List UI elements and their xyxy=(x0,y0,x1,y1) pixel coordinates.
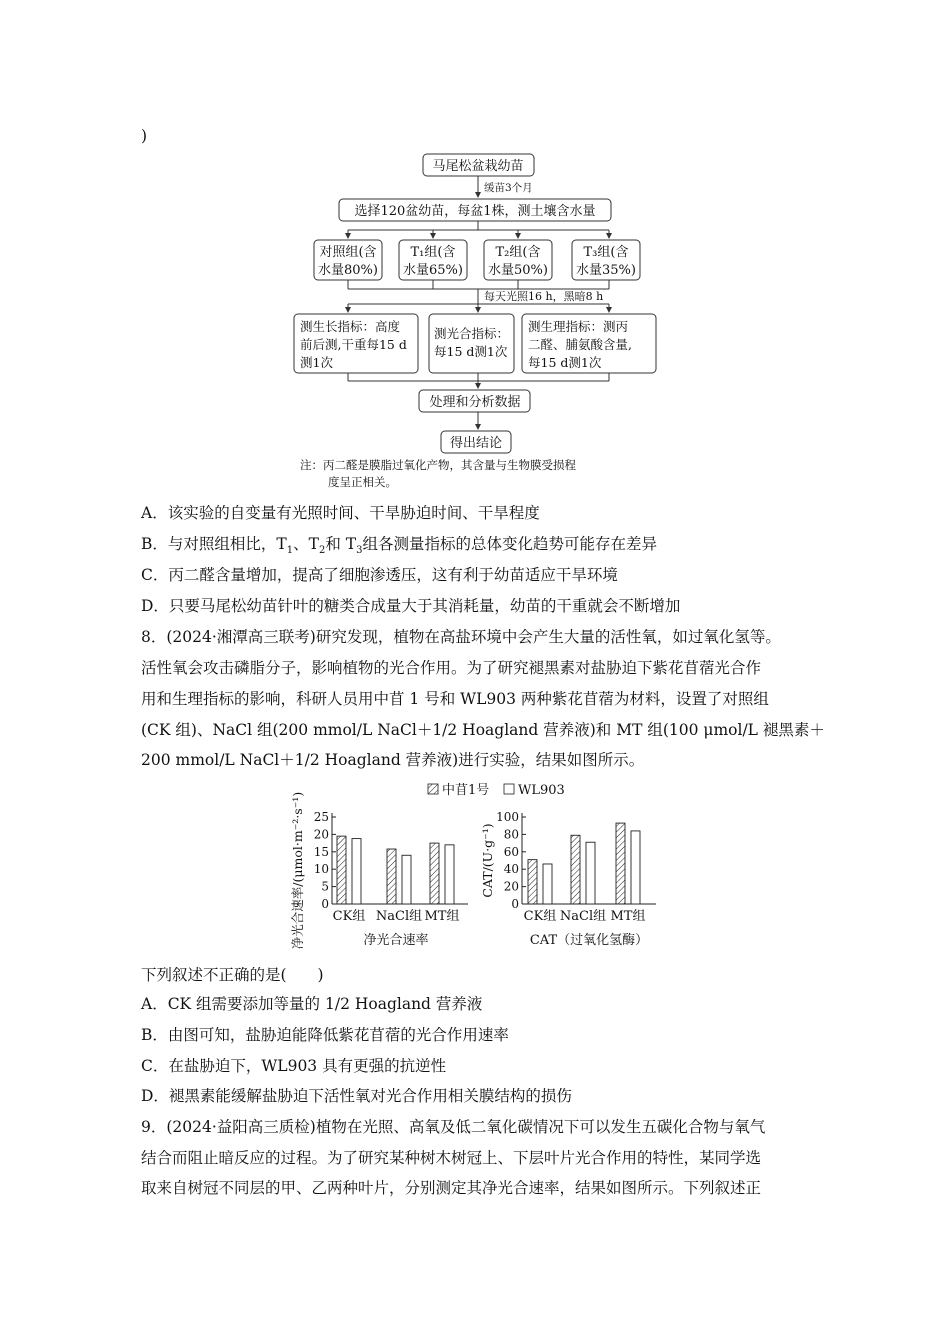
q8-option-b: B．由图可知，盐胁迫能降低紫花苜蓿的光合作用速率 xyxy=(141,1026,509,1044)
legend-label: 中苜1号 xyxy=(442,783,490,798)
flow-measure-text: 前后测,干重每15 d xyxy=(300,337,407,352)
flow-group-line1: 对照组(含 xyxy=(319,245,377,260)
y-tick-label: 10 xyxy=(313,862,329,877)
x-category-label: MT组 xyxy=(424,909,460,924)
legend-label: WL903 xyxy=(518,783,565,798)
flow-measure-text: 每15 d测1次 xyxy=(434,344,508,359)
y-tick-label: 100 xyxy=(496,810,519,824)
subscript: 3 xyxy=(356,545,363,557)
y-tick-label: 20 xyxy=(503,879,519,894)
flow-note-line1: 注：丙二醛是膜脂过氧化产物，其含量与生物膜受损程 xyxy=(300,458,576,472)
chart-cat xyxy=(480,810,656,948)
q7-option-b-text: B．与对照组相比，T xyxy=(141,535,287,553)
flow-conclusion-text: 得出结论 xyxy=(449,436,503,451)
flow-measure-text: 测生理指标：测丙 xyxy=(528,319,629,334)
bar-zhongmu1 xyxy=(337,836,346,904)
y-tick-label: 60 xyxy=(503,844,519,859)
flow-select-text: 选择120盆幼苗，每盆1株，测土壤含水量 xyxy=(354,204,596,219)
chart-title: CAT（过氧化氢酶） xyxy=(529,933,649,948)
flow-group-line2: 水量50%) xyxy=(488,263,548,278)
legend-swatch-blank xyxy=(504,784,514,794)
q9-stem: 取来自树冠不同层的甲、乙两种叶片，分别测定其净光合速率，结果如图所示。下列叙述正 xyxy=(141,1179,762,1197)
flow-measure-text: 测生长指标：高度 xyxy=(300,319,401,334)
subscript: 2 xyxy=(318,545,326,557)
q7-option-b-text: 和 T xyxy=(325,535,357,553)
flow-group-line2: 水量65%) xyxy=(403,263,463,278)
q8-stem: 活性氧会攻击磷脂分子，影响植物的光合作用。为了研究褪黑素对盐胁迫下紫花苜蓿光合作 xyxy=(141,659,762,677)
flow-group-line2: 水量35%) xyxy=(576,263,636,278)
y-tick-label: 15 xyxy=(313,844,329,859)
q8-stem: (CK 组)、NaCl 组(200 mmol/L NaCl＋1/2 Hoagland 营养液)和 MT 组(100 μmol/L 褪黑素＋ xyxy=(141,721,825,739)
y-tick-label: 5 xyxy=(321,879,329,894)
q8-stem: 200 mmol/L NaCl＋1/2 Hoagland 营养液)进行实验，结果如图所示。 xyxy=(141,751,645,769)
flow-step-label: 缓苗3个月 xyxy=(484,182,533,194)
bar-zhongmu1 xyxy=(387,849,396,904)
chart-title: 净光合速率 xyxy=(363,933,429,948)
q7-option-a: A．该实验的自变量有光照时间、干旱胁迫时间、干旱程度 xyxy=(141,504,540,522)
flow-note-line2: 度呈正相关。 xyxy=(328,475,397,489)
flow-measure-text: 测光合指标： xyxy=(434,326,510,341)
q7-option-d: D．只要马尾松幼苗针叶的糖类合成量大于其消耗量，幼苗的干重就会不断增加 xyxy=(141,597,681,615)
experiment-flowchart xyxy=(280,150,680,490)
y-tick-label: 0 xyxy=(321,897,329,911)
x-category-label: CK组 xyxy=(523,909,557,924)
q7-option-b xyxy=(141,534,657,561)
x-category-label: CK组 xyxy=(332,909,366,924)
q7-option-c: C．丙二醛含量增加，提高了细胞渗透压，这有利于幼苗适应干旱环境 xyxy=(141,566,618,584)
y-tick-label: 20 xyxy=(313,827,329,842)
bar-zhongmu1 xyxy=(616,823,625,904)
x-category-label: MT组 xyxy=(610,909,646,924)
q7-option-b-text: 组各测量指标的总体变化趋势可能存在差异 xyxy=(362,535,657,553)
q8-option-d: D．褪黑素能缓解盐胁迫下活性氧对光合作用相关膜结构的损伤 xyxy=(141,1087,572,1105)
x-category-label: NaCl组 xyxy=(559,909,607,924)
q8-stem: 用和生理指标的影响，科研人员用中苜 1 号和 WL903 两种紫花苜蓿为材料，设置了对照组 xyxy=(141,690,769,708)
bar-wl903 xyxy=(543,864,552,904)
q8-charts xyxy=(292,777,672,952)
q8-option-c: C．在盐胁迫下，WL903 具有更强的抗逆性 xyxy=(141,1057,447,1075)
q8-stem: 8．(2024·湘潭高三联考)研究发现，植物在高盐环境中会产生大量的活性氧，如过氧化氢等。 xyxy=(141,628,781,646)
y-tick-label: 80 xyxy=(503,827,519,842)
subscript: 1 xyxy=(286,545,294,557)
flow-measure-text: 每15 d测1次 xyxy=(528,355,602,370)
y-axis-label: CAT/(U·g⁻¹) xyxy=(480,823,495,898)
q8-question: 下列叙述不正确的是( ) xyxy=(141,966,324,984)
bar-zhongmu1 xyxy=(430,843,439,904)
bar-zhongmu1 xyxy=(571,835,580,904)
bar-zhongmu1 xyxy=(528,860,537,904)
flow-measure-text: 二醛、脯氨酸含量, xyxy=(528,337,632,352)
chart-legend xyxy=(428,782,565,798)
q9-stem: 结合而阻止暗反应的过程。为了研究某种树木树冠上、下层叶片光合作用的特性，某同学选 xyxy=(141,1149,762,1167)
y-tick-label: 25 xyxy=(313,810,329,824)
bar-wl903 xyxy=(445,845,454,904)
bar-wl903 xyxy=(352,839,361,904)
legend-swatch-hatched xyxy=(428,784,438,794)
flow-process-text: 处理和分析数据 xyxy=(429,395,521,410)
flow-start-text: 马尾松盆栽幼苗 xyxy=(432,159,524,174)
q8-option-a: A．CK 组需要添加等量的 1/2 Hoagland 营养液 xyxy=(141,995,483,1013)
top-paren: ) xyxy=(141,127,148,145)
chart-net-photosynthesis xyxy=(290,792,468,949)
flow-group-line1: T₃组(含 xyxy=(583,245,629,260)
bar-wl903 xyxy=(402,855,411,904)
q7-option-b-text: 、T xyxy=(293,535,319,553)
bar-wl903 xyxy=(631,831,640,904)
flow-measure-text: 测1次 xyxy=(300,355,333,370)
y-tick-label: 0 xyxy=(511,897,519,911)
flow-group-line2: 水量80%) xyxy=(318,263,378,278)
y-axis-label: 净光合速率/(μmol·m⁻²·s⁻¹) xyxy=(290,791,305,950)
bar-wl903 xyxy=(586,842,595,904)
y-tick-label: 40 xyxy=(503,862,519,877)
flow-group-line1: T₂组(含 xyxy=(495,245,541,260)
flow-group-line1: T₁组(含 xyxy=(410,245,456,260)
flow-light-label: 每天光照16 h，黑暗8 h xyxy=(484,290,604,303)
q9-stem: 9．(2024·益阳高三质检)植物在光照、高氧及低二氧化碳情况下可以发生五碳化合物与氧气 xyxy=(141,1118,766,1136)
x-category-label: NaCl组 xyxy=(375,909,423,924)
